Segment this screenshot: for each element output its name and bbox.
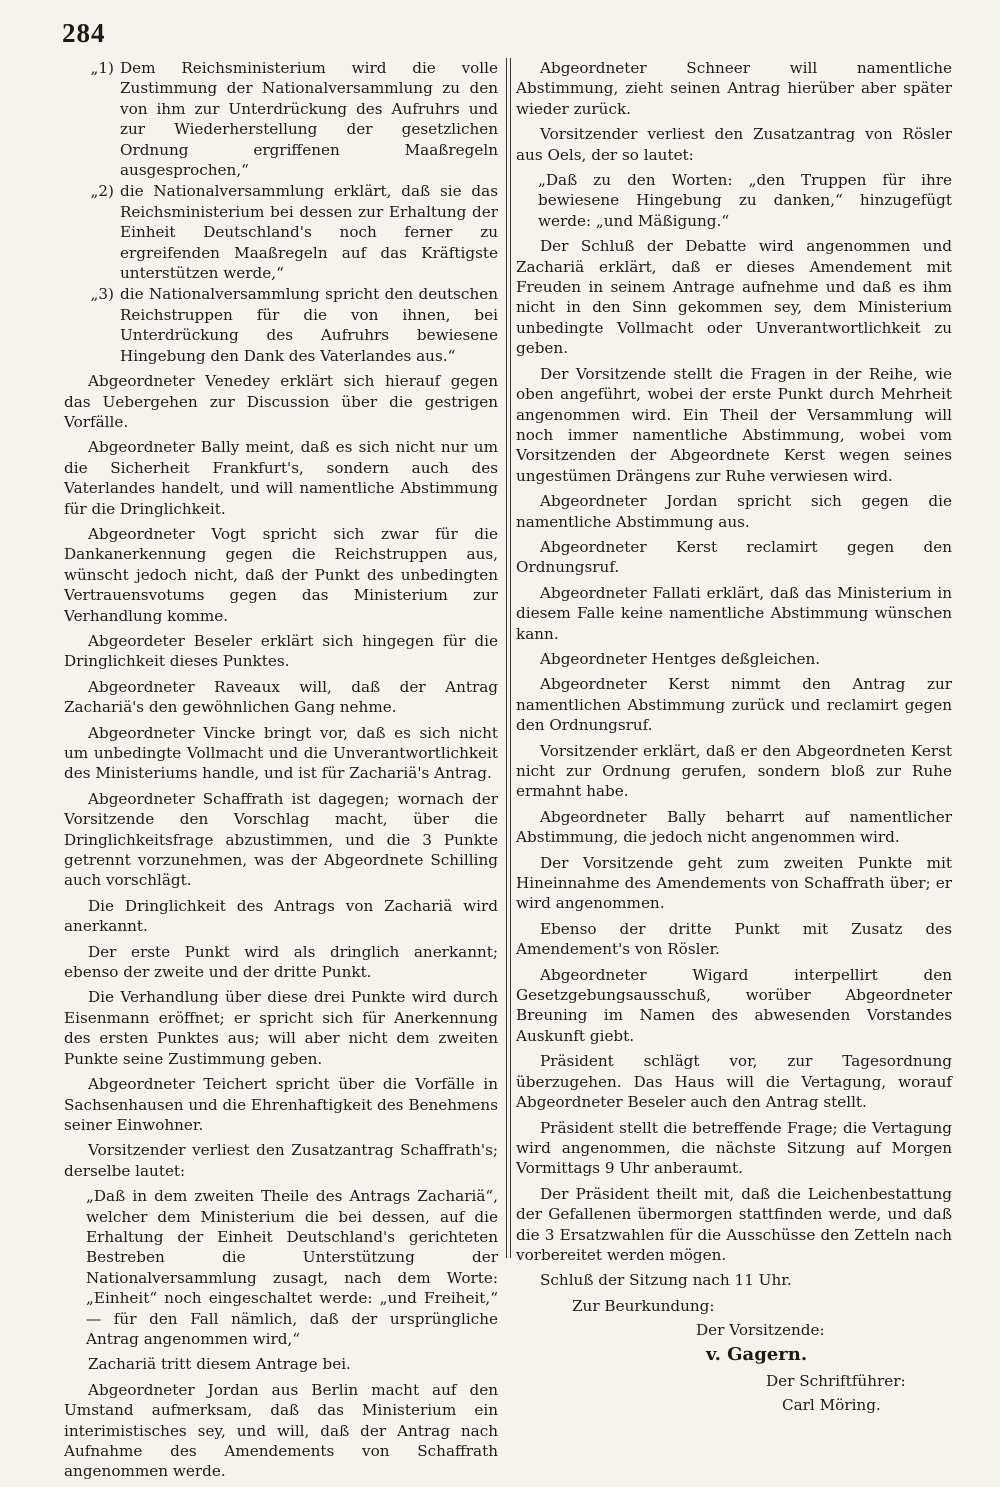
paragraph: Abgeordneter Vogt spricht sich zwar für die Dankanerkennung gegen die Reichstruppen aus, wünscht jedoch nicht, daß der Punkt des unbedingten Vertrauensvotums gegen das Ministerium zur Verhandlung komme.	[64, 524, 498, 625]
motion-text: die Nationalversammlung erklärt, daß sie das Reichsministerium bei dessen zur Erhaltung der Einheit Deutschland's noch ferner zu ergreifenden Maaßregeln auf das Kräftigste unterstützen werde,“	[120, 182, 498, 283]
paragraph: Abgeordneter Fallati erklärt, daß das Ministerium in diesem Falle keine namentliche Abstimmung wünschen kann.	[516, 583, 952, 643]
chair-title: Der Vorsitzende:	[696, 1321, 825, 1340]
paragraph: Der Präsident theilt mit, daß die Leichenbestattung der Gefallenen übermorgen stattfinden werde, und daß die 3 Ersatzwahlen für die Ausschüsse den Zetteln nach vorbereitet werden mögen.	[516, 1184, 952, 1264]
quoted-amendment: „Daß in dem zweiten Theile des Antrags Zachariä“, welcher dem Ministerium die bei dessen, auf die Erhaltung der Einheit Deutschland's gerichteten Bestreben die Unterstützung der Nationalversammlung zusagt, nach dem Worte: „Einheit“ noch eingeschaltet werde: „und Freiheit,“ — für den Fall nämlich, daß der ursprüngliche Antrag angenommen wird,“	[86, 1187, 498, 1348]
motion-item-2	[64, 181, 498, 283]
paragraph: Abgeordneter Jordan aus Berlin macht auf den Umstand aufmerksam, daß das Ministerium ein interimistisches sey, und will, daß der Antrag nach Aufnahme des Amendements von Schaffrath angenommen werde.	[64, 1380, 498, 1481]
paragraph: Abgeordneter Hentges deßgleichen.	[540, 649, 821, 668]
paragraph: Abgeordneter Wigard interpellirt den Gesetzgebungsausschuß, worüber Abgeordneter Breuning im Namen des abwesenden Vorstandes Auskunft giebt.	[516, 965, 952, 1045]
paragraph: Der erste Punkt wird als dringlich anerkannt; ebenso der zweite und der dritte Punkt.	[64, 942, 498, 982]
paragraph: Präsident schlägt vor, zur Tagesordnung überzugehen. Das Haus will die Vertagung, worauf Abgeordneter Beseler auch den Antrag stellt.	[516, 1052, 952, 1112]
paragraph: Zachariä tritt diesem Antrage bei.	[88, 1355, 351, 1374]
paragraph: Abgeordneter Schneer will namentliche Abstimmung, zieht seinen Antrag hierüber aber später wieder zurück.	[516, 59, 952, 118]
paragraph: Abgeordneter Schaffrath ist dagegen; wornach der Vorsitzende den Vorschlag macht, über die Dringlichkeitsfrage abzustimmen, und die 3 Punkte getrennt vorzunehmen, was der Abgeordnete Schilling auch vorschlägt.	[64, 789, 498, 890]
paragraph: Abgeordneter Bally beharrt auf namentlicher Abstimmung, die jedoch nicht angenommen wird.	[516, 807, 952, 847]
paragraph: Der Vorsitzende stellt die Fragen in der Reihe, wie oben angeführt, wobei der erste Punkt durch Mehrheit angenommen wird. Ein Theil der Versammlung will noch immer namentliche Abstimmung, wobei vom Vorsitzenden der Abgeordnete Kerst wegen seines ungestümen Drängens zur Ruhe verwiesen wird.	[516, 364, 952, 485]
chair-name: v. Gagern.	[706, 1343, 808, 1365]
motion-number: „2)	[90, 182, 114, 201]
column-divider	[506, 58, 511, 1258]
signature-intro: Zur Beurkundung:	[572, 1296, 715, 1315]
right-column	[516, 58, 952, 1420]
paragraph: Die Verhandlung über diese drei Punkte wird durch Eisenmann eröffnet; er spricht sich für Anerkennung des ersten Punktes aus; will aber nicht dem zweiten Punkte seine Zustimmung geben.	[64, 988, 498, 1068]
secretary-name: Carl Möring.	[782, 1396, 881, 1415]
paragraph: Vorsitzender verliest den Zusatzantrag von Rösler aus Oels, der so lautet:	[516, 125, 952, 164]
paragraph: Abgeordneter Bally meint, daß es sich nicht nur um die Sicherheit Frankfurt's, sondern auch des Vaterlandes handelt, und will namentliche Abstimmung für die Dringlichkeit.	[64, 438, 498, 518]
paragraph: Abgeordneter Kerst nimmt den Antrag zur namentlichen Abstimmung zurück und reclamirt gegen den Ordnungsruf.	[516, 675, 952, 735]
paragraph: Abgeordneter Kerst reclamirt gegen den Ordnungsruf.	[516, 537, 952, 577]
paragraph: Abgeordeter Beseler erklärt sich hingegen für die Dringlichkeit dieses Punktes.	[64, 631, 498, 671]
motion-item-3	[64, 284, 498, 366]
signature-block	[516, 1296, 952, 1416]
motion-text: die Nationalversammlung spricht den deutschen Reichstruppen für die von ihnen, bei Unterdrückung des Aufruhrs bewiesene Hingebung den Dank des Vaterlandes aus.“	[120, 285, 498, 365]
secretary-title: Der Schriftführer:	[766, 1371, 906, 1390]
paragraph: Abgeordneter Venedey erklärt sich hierauf gegen das Uebergehen zur Discussion über die gestrigen Vorfälle.	[64, 372, 498, 431]
motion-number: „1)	[90, 59, 114, 77]
paragraph: Abgeordneter Teichert spricht über die Vorfälle in Sachsenhausen und die Ehrenhaftigkeit des Benehmens seiner Einwohner.	[64, 1075, 498, 1134]
paragraph: Präsident stellt die betreffende Frage; die Vertagung wird angenommen, die nächste Sitzung auf Morgen Vormittags 9 Uhr anberaumt.	[516, 1118, 952, 1178]
paragraph: Der Schluß der Debatte wird angenommen und Zachariä erklärt, daß er dieses Amendement mit Freuden in seinem Antrage aufnehme und daß es ihm nicht in den Sinn gekommen sey, dem Ministerium unbedingte Vollmacht oder Unverantwortlichkeit zu geben.	[516, 237, 952, 358]
motion-item-1	[64, 58, 498, 180]
paragraph: Vorsitzender verliest den Zusatzantrag Schaffrath's; derselbe lautet:	[64, 1141, 498, 1180]
paragraph: Abgeordneter Raveaux will, daß der Antrag Zachariä's den gewöhnlichen Gang nehme.	[64, 677, 498, 717]
paragraph: Die Dringlichkeit des Antrags von Zachariä wird anerkannt.	[64, 896, 498, 936]
motion-number: „3)	[90, 285, 114, 304]
paragraph: Der Vorsitzende geht zum zweiten Punkte mit Hineinnahme des Amendements von Schaffrath über; er wird angenommen.	[516, 853, 952, 913]
paragraph: Vorsitzender erklärt, daß er den Abgeordneten Kerst nicht zur Ordnung gerufen, sondern bloß zur Ruhe ermahnt habe.	[516, 741, 952, 801]
quoted-amendment: „Daß zu den Worten: „den Truppen für ihre bewiesene Hingebung zu danken,“ hinzugefügt werde: „und Mäßigung.“	[538, 171, 952, 230]
paragraph: Abgeordneter Jordan spricht sich gegen die namentliche Abstimmung aus.	[516, 492, 952, 531]
paragraph: Ebenso der dritte Punkt mit Zusatz des Amendement's von Rösler.	[516, 919, 952, 959]
left-column	[64, 58, 498, 1487]
session-closing: Schluß der Sitzung nach 11 Uhr.	[540, 1271, 792, 1290]
paragraph: Abgeordneter Vincke bringt vor, daß es sich nicht um unbedingte Vollmacht und die Unverantwortlichkeit des Ministeriums handle, und ist für Zachariä's Antrag.	[64, 723, 498, 783]
page-number: 284	[62, 18, 106, 48]
motion-text: Dem Reichsministerium wird die volle Zustimmung der Nationalversammlung zu den von ihm zur Unterdrückung des Aufruhrs und zur Wiederherstellung der gesetzlichen Ordnung ergriffenen Maaßregeln ausgesprochen,“	[120, 59, 498, 180]
